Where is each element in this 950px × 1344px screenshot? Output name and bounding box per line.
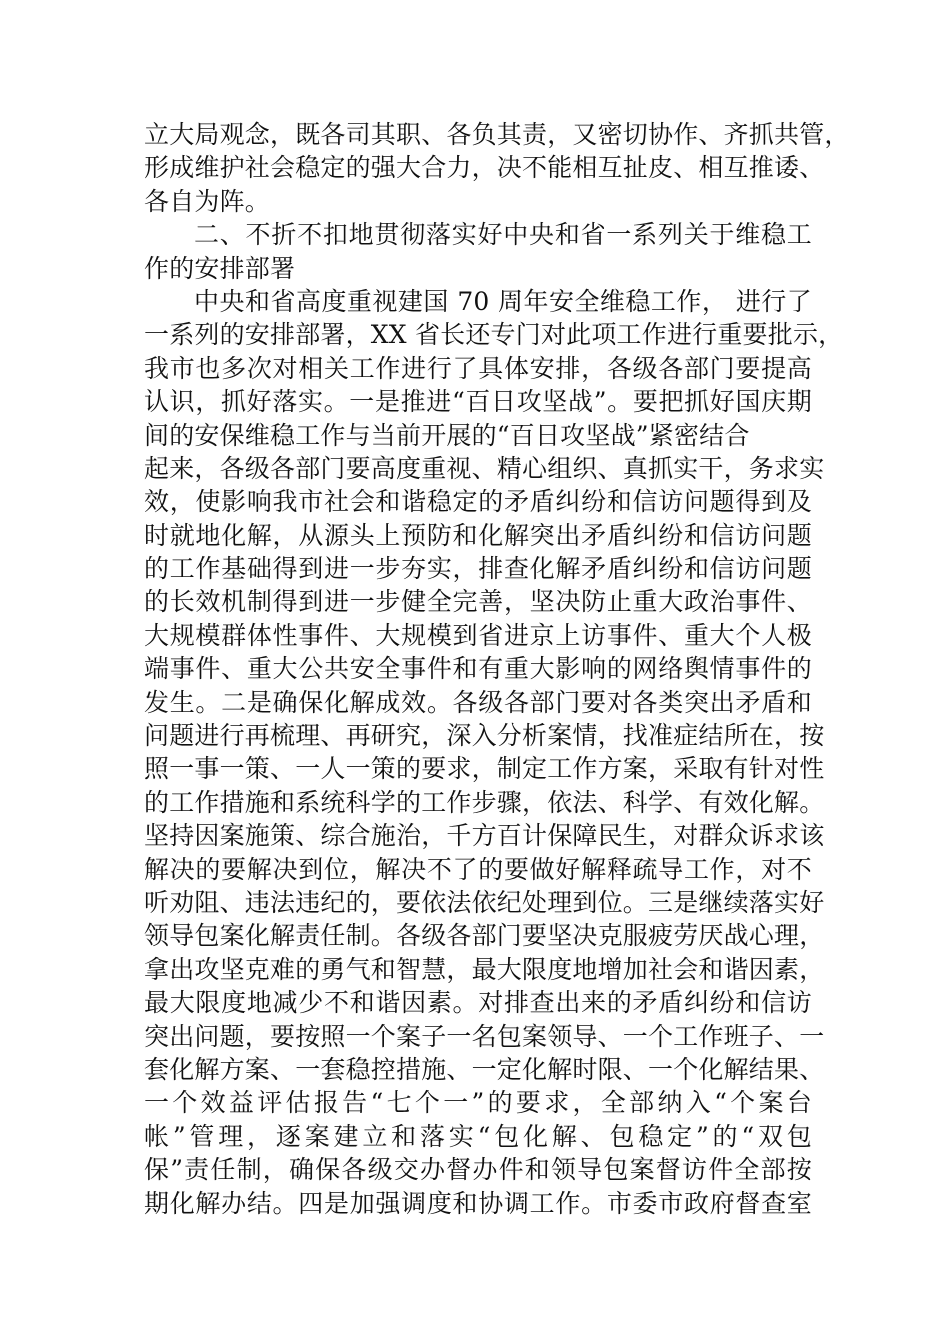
text-line: 解决的要解决到位，解决不了的要做好解释疏导工作，对不 xyxy=(144,854,812,884)
text-line: 一系列的安排部署，XX 省长还专门对此项工作进行重要批示， xyxy=(144,320,844,350)
text-line: 二、不折不扣地贯彻落实好中央和省一系列关于维稳工 xyxy=(194,220,812,250)
text-line: 期化解办结。四是加强调度和协调工作。市委市政府督查室 xyxy=(144,1188,812,1218)
text-line: 间的安保维稳工作与当前开展的“百日攻坚战”紧密结合 xyxy=(144,420,750,450)
text-line: 认识，抓好落实。一是推进“百日攻坚战”。要把抓好国庆期 xyxy=(144,387,812,417)
text-line: 一个效益评估报告“七个一”的要求，全部纳入“个案台 xyxy=(144,1088,812,1118)
text-line: 听劝阻、违法违纪的，要依法依纪处理到位。三是继续落实好 xyxy=(144,887,825,917)
text-line: 保”责任制，确保各级交办督办件和领导包案督访件全部按 xyxy=(144,1155,812,1185)
text-line: 最大限度地减少不和谐因素。对排查出来的矛盾纠纷和信访 xyxy=(144,988,812,1018)
text-line: 端事件、重大公共安全事件和有重大影响的网络舆情事件的 xyxy=(144,654,812,684)
text-line: 中央和省高度重视建国 70 周年安全维稳工作， 进行了 xyxy=(194,286,812,316)
text-line: 各自为阵。 xyxy=(144,186,271,216)
text-line: 的工作基础得到进一步夯实，排查化解矛盾纠纷和信访问题 xyxy=(144,554,812,584)
text-line: 形成维护社会稳定的强大合力，决不能相互扯皮、相互推诿、 xyxy=(144,153,825,183)
text-line: 突出问题，要按照一个案子一名包案领导、一个工作班子、一 xyxy=(144,1021,825,1051)
text-line: 发生。二是确保化解成效。各级各部门要对各类突出矛盾和 xyxy=(144,687,812,717)
text-line: 套化解方案、一套稳控措施、一定化解时限、一个化解结果、 xyxy=(144,1054,825,1084)
text-line: 坚持因案施策、综合施治，千方百计保障民生，对群众诉求该 xyxy=(144,821,825,851)
text-line: 照一事一策、一人一策的要求，制定工作方案，采取有针对性 xyxy=(144,754,825,784)
text-line: 问题进行再梳理、再研究，深入分析案情，找准症结所在，按 xyxy=(144,721,825,751)
text-line: 效，使影响我市社会和谐稳定的矛盾纠纷和信访问题得到及 xyxy=(144,487,812,517)
body-text xyxy=(144,118,850,1220)
text-line: 大规模群体性事件、大规模到省进京上访事件、重大个人极 xyxy=(144,620,812,650)
text-line: 立大局观念，既各司其职、各负其责，又密切协作、齐抓共管， xyxy=(144,120,850,149)
text-line: 的长效机制得到进一步健全完善，坚决防止重大政治事件、 xyxy=(144,587,812,617)
text-line: 的工作措施和系统科学的工作步骤，依法、科学、有效化解。 xyxy=(144,787,825,817)
text-line: 起来，各级各部门要高度重视、精心组织、真抓实干，务求实 xyxy=(144,453,825,483)
text-line: 时就地化解，从源头上预防和化解突出矛盾纠纷和信访问题 xyxy=(144,520,812,550)
text-line: 拿出攻坚克难的勇气和智慧，最大限度地增加社会和谐因素， xyxy=(144,954,825,984)
text-line: 帐”管理，逐案建立和落实“包化解、包稳定”的“双包 xyxy=(144,1121,812,1151)
text-line: 我市也多次对相关工作进行了具体安排，各级各部门要提高 xyxy=(144,353,812,383)
text-line: 作的安排部署 xyxy=(144,253,296,283)
text-line: 领导包案化解责任制。各级各部门要坚决克服疲劳厌战心理， xyxy=(144,921,825,951)
